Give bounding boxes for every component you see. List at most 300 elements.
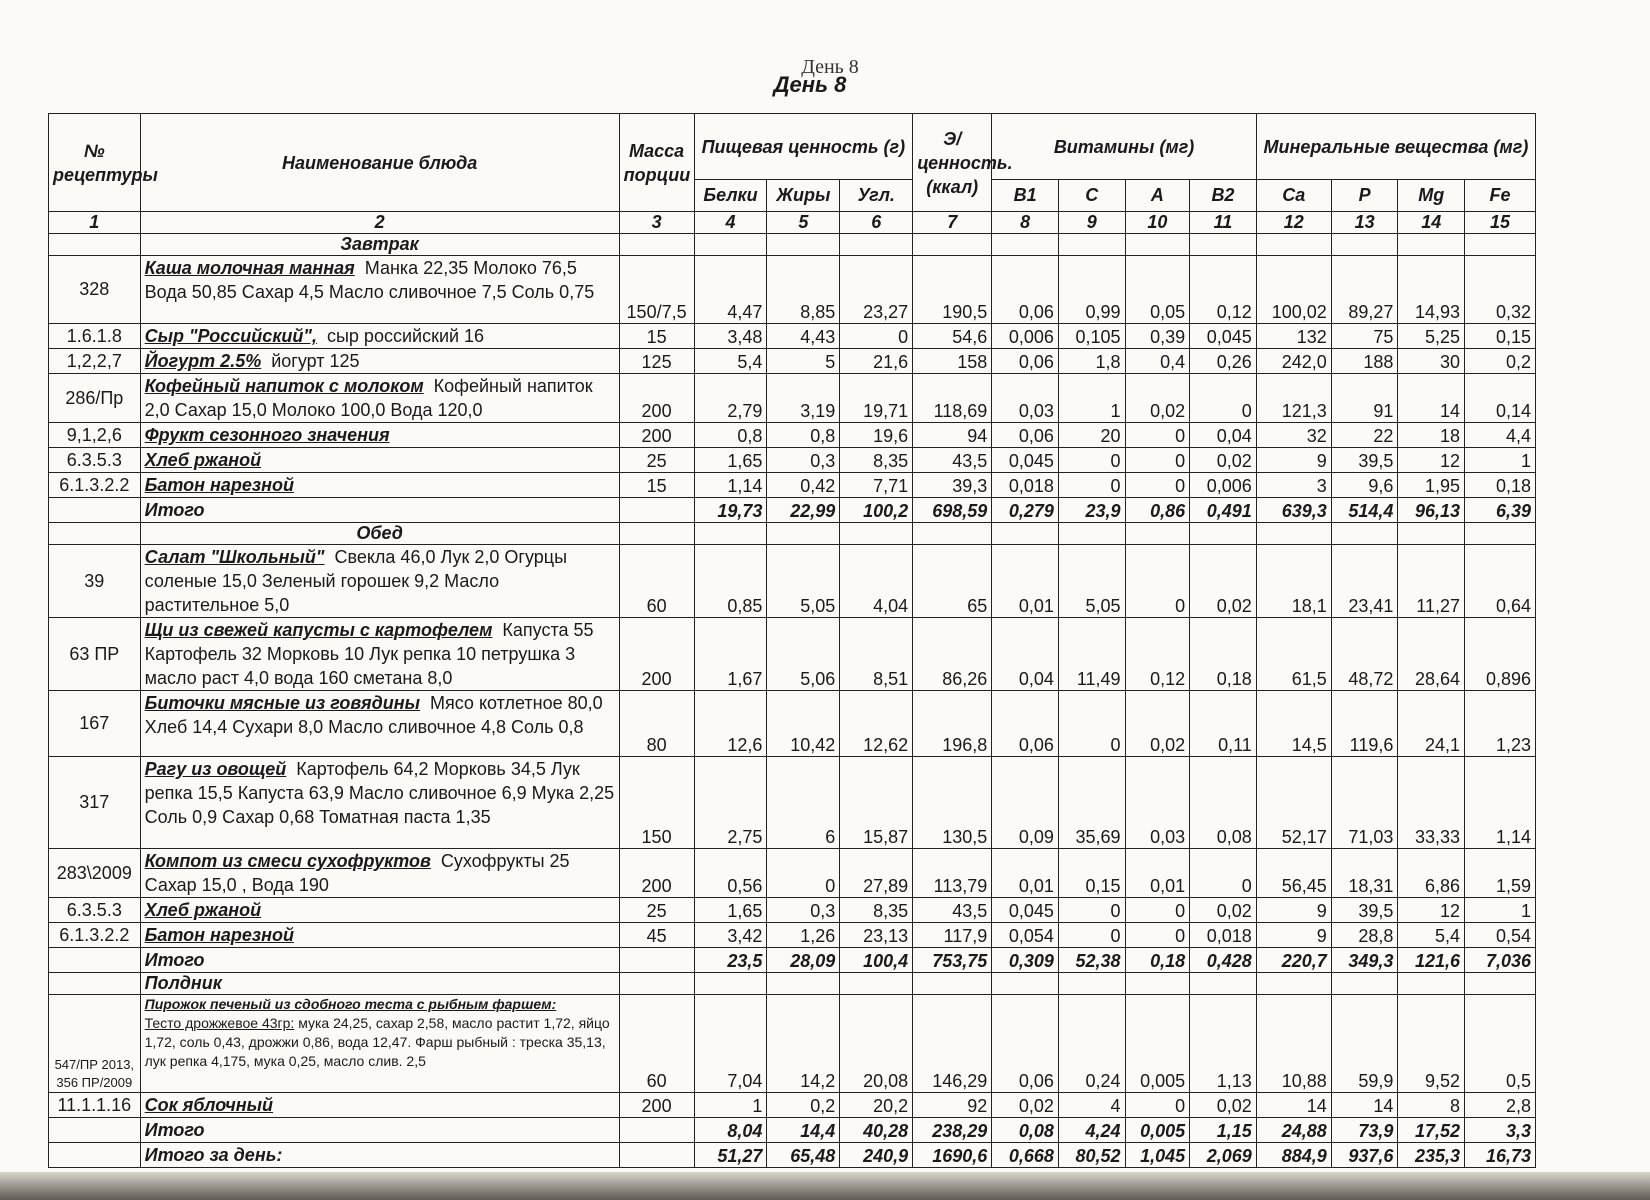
proteins-value: 12,6	[694, 691, 767, 757]
total-value: 0,18	[1125, 948, 1190, 973]
total-value: 65,48	[767, 1143, 840, 1168]
vitamin-a-value: 0	[1125, 545, 1190, 618]
total-value: 3,3	[1465, 1118, 1536, 1143]
dish-description	[140, 448, 619, 473]
dish-row	[49, 448, 1536, 473]
dish-name: Фрукт сезонного значения	[144, 425, 390, 445]
vitamin-a-value: 0	[1125, 923, 1190, 948]
fats-value: 0,2	[767, 1093, 840, 1118]
vitamin-a-value: 0	[1125, 423, 1190, 448]
column-number: 13	[1331, 212, 1398, 234]
dish-row	[49, 995, 1536, 1093]
total-value: 0,491	[1190, 498, 1257, 523]
day-printed-label: День 8	[801, 56, 859, 78]
empty-cell	[49, 234, 141, 256]
total-value: 698,59	[913, 498, 992, 523]
portion-mass: 25	[619, 448, 694, 473]
total-value: 6,39	[1465, 498, 1536, 523]
calcium-value: 14	[1256, 1093, 1331, 1118]
vitamin-a-value: 0,005	[1125, 995, 1190, 1093]
vitamin-a-value: 0	[1125, 1093, 1190, 1118]
dish-name: Кофейный напиток с молоком	[144, 376, 424, 396]
empty-cell	[1256, 973, 1331, 995]
total-value: 19,73	[694, 498, 767, 523]
vitamin-b1-value: 0,09	[992, 757, 1059, 849]
vitamin-a-value: 0	[1125, 898, 1190, 923]
proteins-value: 1,65	[694, 448, 767, 473]
dish-name: Батон нарезной	[144, 925, 294, 945]
dish-name: Хлеб ржаной	[144, 900, 262, 920]
vitamin-c-value: 11,49	[1058, 618, 1125, 691]
empty-cell	[767, 523, 840, 545]
iron-value: 1	[1465, 898, 1536, 923]
header-fe: Fe	[1465, 180, 1536, 212]
vitamin-b2-value: 0,045	[1190, 324, 1257, 349]
total-value: 937,6	[1331, 1143, 1398, 1168]
total-value: 0,309	[992, 948, 1059, 973]
empty-cell	[619, 234, 694, 256]
vitamin-b1-value: 0,06	[992, 423, 1059, 448]
column-number: 10	[1125, 212, 1190, 234]
iron-value: 0,54	[1465, 923, 1536, 948]
vitamin-b2-value: 0,02	[1190, 448, 1257, 473]
empty-cell	[1465, 234, 1536, 256]
total-value: 514,4	[1331, 498, 1398, 523]
vitamin-b2-value: 0,12	[1190, 256, 1257, 324]
calcium-value: 56,45	[1256, 849, 1331, 898]
empty-cell	[619, 498, 694, 523]
dish-description	[140, 757, 619, 849]
iron-value: 0,896	[1465, 618, 1536, 691]
calcium-value: 9	[1256, 898, 1331, 923]
phosphorus-value: 9,6	[1331, 473, 1398, 498]
iron-value: 0,14	[1465, 374, 1536, 423]
recipe-code: 6.3.5.3	[49, 448, 141, 473]
total-value: 0,86	[1125, 498, 1190, 523]
proteins-value: 2,75	[694, 757, 767, 849]
total-value: 52,38	[1058, 948, 1125, 973]
vitamin-c-value: 20	[1058, 423, 1125, 448]
header-portion: Масса порции	[619, 114, 694, 212]
iron-value: 1,59	[1465, 849, 1536, 898]
carbs-value: 20,08	[840, 995, 913, 1093]
phosphorus-value: 48,72	[1331, 618, 1398, 691]
portion-mass: 60	[619, 995, 694, 1093]
total-value: 17,52	[1398, 1118, 1465, 1143]
total-value: 80,52	[1058, 1143, 1125, 1168]
total-value: 23,5	[694, 948, 767, 973]
dish-name: Компот из смеси сухофруктов	[144, 851, 431, 871]
portion-mass: 150	[619, 757, 694, 849]
total-value: 1690,6	[913, 1143, 992, 1168]
header-p: P	[1331, 180, 1398, 212]
magnesium-value: 33,33	[1398, 757, 1465, 849]
fats-value: 10,42	[767, 691, 840, 757]
header-b2: B2	[1190, 180, 1257, 212]
total-value: 235,3	[1398, 1143, 1465, 1168]
vitamin-b1-value: 0,03	[992, 374, 1059, 423]
empty-cell	[49, 973, 141, 995]
portion-mass: 125	[619, 349, 694, 374]
recipe-code: 6.1.3.2.2	[49, 923, 141, 948]
vitamin-a-value: 0,03	[1125, 757, 1190, 849]
portion-mass: 80	[619, 691, 694, 757]
total-value: 220,7	[1256, 948, 1331, 973]
carbs-value: 21,6	[840, 349, 913, 374]
dish-row	[49, 849, 1536, 898]
dish-description	[140, 923, 619, 948]
phosphorus-value: 91	[1331, 374, 1398, 423]
fats-value: 0,3	[767, 898, 840, 923]
phosphorus-value: 59,9	[1331, 995, 1398, 1093]
dough-label: Тесто дрожжевое 43гр:	[144, 1015, 295, 1031]
dish-row	[49, 898, 1536, 923]
total-label: Итого	[140, 1118, 619, 1143]
recipe-code: 547/ПР 2013, 356 ПР/2009	[49, 995, 141, 1093]
energy-value: 158	[913, 349, 992, 374]
carbs-value: 7,71	[840, 473, 913, 498]
energy-value: 54,6	[913, 324, 992, 349]
total-value: 753,75	[913, 948, 992, 973]
recipe-code: 6.3.5.3	[49, 898, 141, 923]
energy-value: 39,3	[913, 473, 992, 498]
magnesium-value: 24,1	[1398, 691, 1465, 757]
dish-ingredients: Свекла 46,0 Лук 2,0 Огурцы соленые 15,0 Зеленый горошек 9,2 Масло растительное 5,0	[144, 547, 568, 615]
vitamin-c-value: 0	[1058, 473, 1125, 498]
carbs-value: 12,62	[840, 691, 913, 757]
dish-description	[140, 374, 619, 423]
dish-ingredients: йогурт 125	[271, 351, 360, 371]
vitamin-b2-value: 0,006	[1190, 473, 1257, 498]
total-value: 96,13	[1398, 498, 1465, 523]
dish-name: Салат "Школьный"	[144, 547, 325, 567]
energy-value: 190,5	[913, 256, 992, 324]
dish-row	[49, 1093, 1536, 1118]
empty-cell	[694, 973, 767, 995]
iron-value: 1	[1465, 448, 1536, 473]
dish-name: Пирожок печеный из сдобного теста с рыбным фаршем:	[144, 996, 557, 1012]
header-carbs: Угл.	[840, 180, 913, 212]
total-row	[49, 1118, 1536, 1143]
empty-cell	[49, 948, 141, 973]
phosphorus-value: 28,8	[1331, 923, 1398, 948]
phosphorus-value: 75	[1331, 324, 1398, 349]
fats-value: 0	[767, 849, 840, 898]
vitamin-c-value: 0,105	[1058, 324, 1125, 349]
total-label: Итого	[140, 948, 619, 973]
energy-value: 118,69	[913, 374, 992, 423]
dish-name: Щи из свежей капусты с картофелем	[144, 620, 493, 640]
fats-value: 0,8	[767, 423, 840, 448]
empty-cell	[1190, 234, 1257, 256]
energy-value: 43,5	[913, 448, 992, 473]
magnesium-value: 18	[1398, 423, 1465, 448]
total-value: 24,88	[1256, 1118, 1331, 1143]
fats-value: 5,06	[767, 618, 840, 691]
total-value: 238,29	[913, 1118, 992, 1143]
dish-row	[49, 423, 1536, 448]
header-ca: Ca	[1256, 180, 1331, 212]
empty-cell	[1331, 234, 1398, 256]
magnesium-value: 28,64	[1398, 618, 1465, 691]
portion-mass: 200	[619, 618, 694, 691]
empty-cell	[1331, 523, 1398, 545]
magnesium-value: 12	[1398, 898, 1465, 923]
empty-cell	[619, 1118, 694, 1143]
proteins-value: 0,85	[694, 545, 767, 618]
dish-description	[140, 1093, 619, 1118]
carbs-value: 0	[840, 324, 913, 349]
total-value: 28,09	[767, 948, 840, 973]
column-number: 2	[140, 212, 619, 234]
total-value: 349,3	[1331, 948, 1398, 973]
recipe-code: 9,1,2,6	[49, 423, 141, 448]
empty-cell	[767, 234, 840, 256]
empty-cell	[49, 1118, 141, 1143]
vitamin-c-value: 0,24	[1058, 995, 1125, 1093]
calcium-value: 10,88	[1256, 995, 1331, 1093]
iron-value: 0,5	[1465, 995, 1536, 1093]
recipe-code: 1.6.1.8	[49, 324, 141, 349]
empty-cell	[1190, 523, 1257, 545]
dish-description	[140, 995, 619, 1093]
vitamin-c-value: 0	[1058, 691, 1125, 757]
column-number: 11	[1190, 212, 1257, 234]
dish-description	[140, 349, 619, 374]
energy-value: 146,29	[913, 995, 992, 1093]
empty-cell	[1058, 234, 1125, 256]
calcium-value: 61,5	[1256, 618, 1331, 691]
recipe-code: 283\2009	[49, 849, 141, 898]
empty-cell	[767, 973, 840, 995]
phosphorus-value: 39,5	[1331, 898, 1398, 923]
total-value: 0,428	[1190, 948, 1257, 973]
vitamin-c-value: 35,69	[1058, 757, 1125, 849]
total-value: 51,27	[694, 1143, 767, 1168]
dish-description	[140, 423, 619, 448]
magnesium-value: 14,93	[1398, 256, 1465, 324]
section-row	[49, 523, 1536, 545]
fats-value: 5	[767, 349, 840, 374]
calcium-value: 100,02	[1256, 256, 1331, 324]
total-label: Итого за день:	[140, 1143, 619, 1168]
dish-ingredients: Сухофрукты 25 Сахар 15,0 , Вода 190	[144, 851, 570, 895]
empty-cell	[913, 234, 992, 256]
vitamin-c-value: 1,8	[1058, 349, 1125, 374]
dish-row	[49, 349, 1536, 374]
iron-value: 0,2	[1465, 349, 1536, 374]
dish-row	[49, 618, 1536, 691]
proteins-value: 3,48	[694, 324, 767, 349]
vitamin-b1-value: 0,054	[992, 923, 1059, 948]
empty-cell	[619, 1143, 694, 1168]
empty-cell	[1058, 973, 1125, 995]
carbs-value: 8,35	[840, 448, 913, 473]
fats-value: 0,3	[767, 448, 840, 473]
vitamin-b1-value: 0,01	[992, 545, 1059, 618]
dish-description	[140, 473, 619, 498]
portion-mass: 60	[619, 545, 694, 618]
energy-value: 86,26	[913, 618, 992, 691]
calcium-value: 3	[1256, 473, 1331, 498]
dish-ingredients: сыр российский 16	[326, 326, 485, 346]
dish-name: Батон нарезной	[144, 475, 294, 495]
column-number: 7	[913, 212, 992, 234]
empty-cell	[1465, 973, 1536, 995]
empty-cell	[1256, 234, 1331, 256]
iron-value: 0,32	[1465, 256, 1536, 324]
vitamin-b1-value: 0,06	[992, 256, 1059, 324]
vitamin-b2-value: 0,02	[1190, 545, 1257, 618]
vitamin-a-value: 0	[1125, 448, 1190, 473]
calcium-value: 9	[1256, 923, 1331, 948]
energy-value: 117,9	[913, 923, 992, 948]
total-value: 14,4	[767, 1118, 840, 1143]
total-value: 1,15	[1190, 1118, 1257, 1143]
dish-row	[49, 473, 1536, 498]
iron-value: 1,14	[1465, 757, 1536, 849]
empty-cell	[913, 973, 992, 995]
carbs-value: 27,89	[840, 849, 913, 898]
dish-description	[140, 256, 619, 324]
dish-name: Йогурт 2.5%	[144, 351, 262, 371]
column-number: 3	[619, 212, 694, 234]
dish-name: Хлеб ржаной	[144, 450, 262, 470]
menu-table	[48, 113, 1536, 1168]
column-number: 1	[49, 212, 141, 234]
section-title: Завтрак	[140, 234, 619, 256]
vitamin-b1-value: 0,006	[992, 324, 1059, 349]
phosphorus-value: 14	[1331, 1093, 1398, 1118]
section-title: Полдник	[140, 973, 619, 995]
portion-mass: 25	[619, 898, 694, 923]
empty-cell	[1058, 523, 1125, 545]
portion-mass: 200	[619, 849, 694, 898]
dish-description	[140, 618, 619, 691]
magnesium-value: 5,25	[1398, 324, 1465, 349]
recipe-code: 328	[49, 256, 141, 324]
empty-cell	[1125, 234, 1190, 256]
vitamin-b2-value: 0,11	[1190, 691, 1257, 757]
proteins-value: 1,67	[694, 618, 767, 691]
iron-value: 1,23	[1465, 691, 1536, 757]
total-value: 22,99	[767, 498, 840, 523]
fats-value: 1,26	[767, 923, 840, 948]
empty-cell	[619, 948, 694, 973]
recipe-code: 286/Пр	[49, 374, 141, 423]
vitamin-b1-value: 0,018	[992, 473, 1059, 498]
vitamin-b1-value: 0,06	[992, 995, 1059, 1093]
dish-row	[49, 374, 1536, 423]
header-dish-name: Наименование блюда	[140, 114, 619, 212]
vitamin-b2-value: 0,018	[1190, 923, 1257, 948]
empty-cell	[992, 973, 1059, 995]
dish-ingredients: Капуста 55 Картофель 32 Морковь 10 Лук репка 10 петрушка 3 масло раст 4,0 вода 160 сметана 8,0	[144, 620, 594, 688]
dish-ingredients: Мясо котлетное 80,0 Хлеб 14,4 Сухари 8,0 Масло сливочное 4,8 Соль 0,8	[144, 693, 603, 737]
fats-value: 8,85	[767, 256, 840, 324]
total-value: 639,3	[1256, 498, 1331, 523]
vitamin-b1-value: 0,045	[992, 448, 1059, 473]
magnesium-value: 1,95	[1398, 473, 1465, 498]
recipe-code: 39	[49, 545, 141, 618]
iron-value: 0,18	[1465, 473, 1536, 498]
energy-value: 113,79	[913, 849, 992, 898]
empty-cell	[992, 523, 1059, 545]
phosphorus-value: 71,03	[1331, 757, 1398, 849]
dish-description	[140, 691, 619, 757]
dish-description	[140, 545, 619, 618]
header-fats: Жиры	[767, 180, 840, 212]
carbs-value: 4,04	[840, 545, 913, 618]
header-b1: B1	[992, 180, 1059, 212]
carbs-value: 8,35	[840, 898, 913, 923]
total-value: 240,9	[840, 1143, 913, 1168]
magnesium-value: 11,27	[1398, 545, 1465, 618]
phosphorus-value: 23,41	[1331, 545, 1398, 618]
empty-cell	[840, 234, 913, 256]
column-number: 8	[992, 212, 1059, 234]
dish-row	[49, 757, 1536, 849]
proteins-value: 4,47	[694, 256, 767, 324]
empty-cell	[913, 523, 992, 545]
proteins-value: 1,65	[694, 898, 767, 923]
column-number-row	[49, 212, 1536, 234]
recipe-code: 1,2,2,7	[49, 349, 141, 374]
proteins-value: 0,8	[694, 423, 767, 448]
total-value: 7,036	[1465, 948, 1536, 973]
dish-row	[49, 923, 1536, 948]
magnesium-value: 6,86	[1398, 849, 1465, 898]
section-row	[49, 234, 1536, 256]
phosphorus-value: 39,5	[1331, 448, 1398, 473]
empty-cell	[1190, 973, 1257, 995]
vitamin-b1-value: 0,06	[992, 691, 1059, 757]
dish-row	[49, 545, 1536, 618]
column-number: 5	[767, 212, 840, 234]
phosphorus-value: 18,31	[1331, 849, 1398, 898]
vitamin-b2-value: 0,18	[1190, 618, 1257, 691]
vitamin-a-value: 0,12	[1125, 618, 1190, 691]
header-minerals: Минеральные вещества (мг)	[1256, 114, 1535, 180]
vitamin-b2-value: 0,08	[1190, 757, 1257, 849]
energy-value: 94	[913, 423, 992, 448]
carbs-value: 19,6	[840, 423, 913, 448]
calcium-value: 14,5	[1256, 691, 1331, 757]
total-row	[49, 498, 1536, 523]
proteins-value: 5,4	[694, 349, 767, 374]
total-row	[49, 1143, 1536, 1168]
column-number: 15	[1465, 212, 1536, 234]
header-vitamins: Витамины (мг)	[992, 114, 1256, 180]
header-energy: Э/ценность. (ккал)	[913, 114, 992, 212]
vitamin-c-value: 0	[1058, 923, 1125, 948]
vitamin-c-value: 4	[1058, 1093, 1125, 1118]
dish-description	[140, 324, 619, 349]
energy-value: 43,5	[913, 898, 992, 923]
total-value: 0,279	[992, 498, 1059, 523]
empty-cell	[840, 523, 913, 545]
portion-mass: 200	[619, 374, 694, 423]
vitamin-a-value: 0,05	[1125, 256, 1190, 324]
vitamin-b1-value: 0,06	[992, 349, 1059, 374]
total-value: 73,9	[1331, 1118, 1398, 1143]
dish-description	[140, 849, 619, 898]
phosphorus-value: 22	[1331, 423, 1398, 448]
portion-mass: 15	[619, 473, 694, 498]
empty-cell	[619, 973, 694, 995]
empty-cell	[619, 523, 694, 545]
carbs-value: 23,27	[840, 256, 913, 324]
